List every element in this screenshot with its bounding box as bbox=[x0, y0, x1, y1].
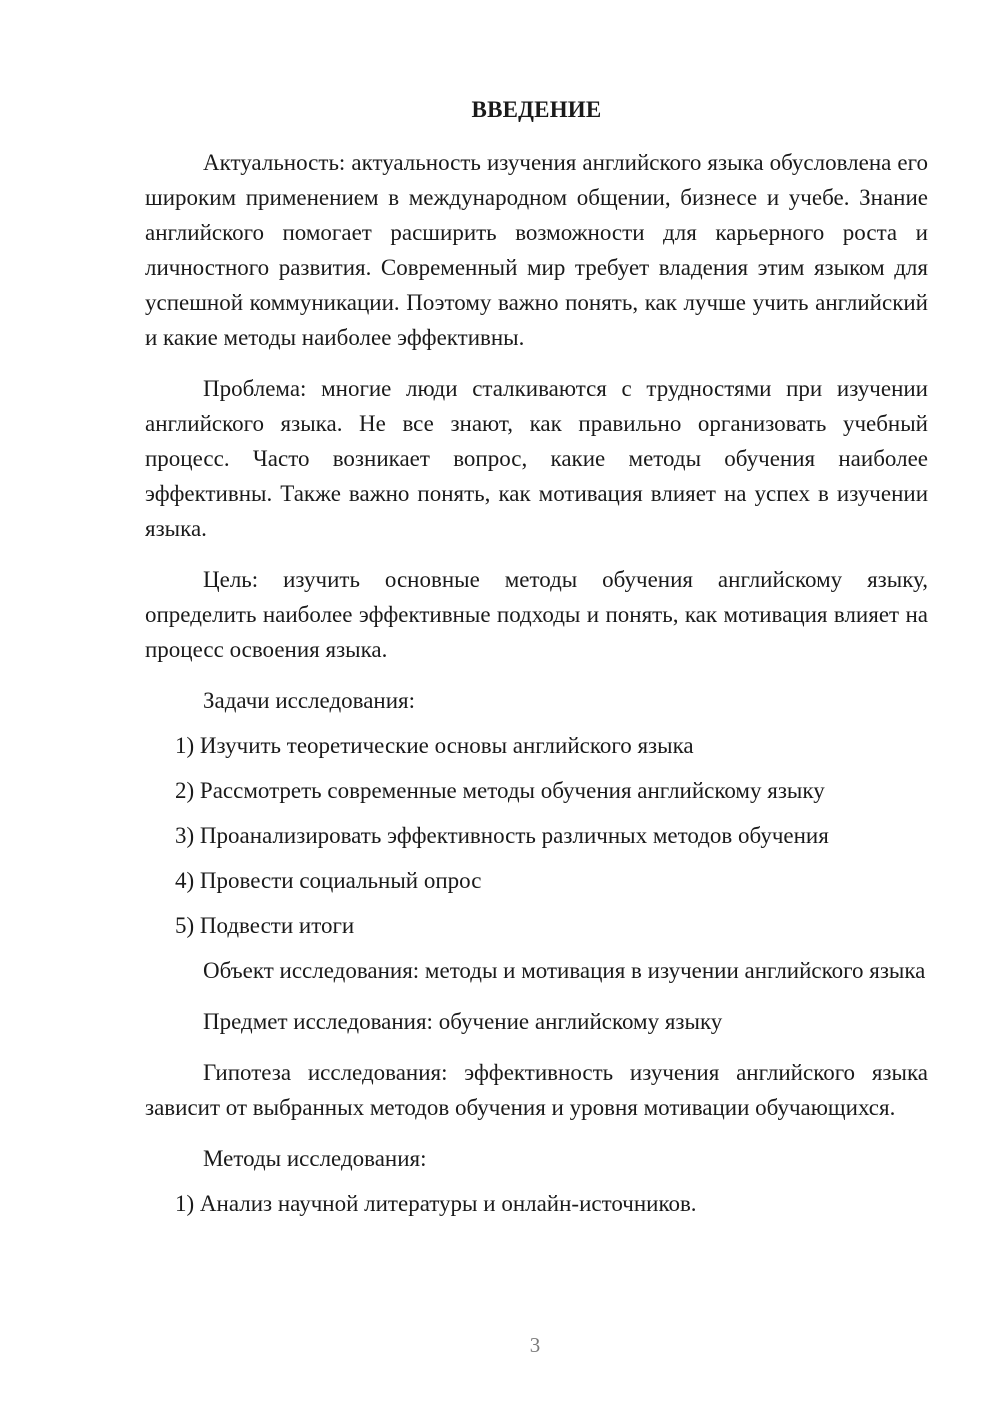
methods-heading: Методы исследования: bbox=[203, 1146, 427, 1171]
page-number: 3 bbox=[529, 1333, 541, 1357]
tasks-heading: Задачи исследования: bbox=[203, 688, 416, 713]
task-item-5: 5) Подвести итоги bbox=[175, 913, 355, 938]
task-item-2: 2) Рассмотреть современные методы обучения английскому языку bbox=[175, 778, 825, 803]
relevance-paragraph: Актуальность: актуальность изучения английского языка обусловлена его широким применением в международном общении, бизнесе и учебе. Знание английского помогает расширить возможности для карьерного роста и личностного развития. Современный мир требует владения этим языком для успешной коммуникации. Поэтому важно понять, как лучше учить английский и какие методы наиболее эффективны. bbox=[145, 150, 928, 350]
page-title: ВВЕДЕНИЕ bbox=[471, 97, 602, 122]
problem-paragraph: Проблема: многие люди сталкиваются с трудностями при изучении английского языка. Не все знают, как правильно организовать учебный процесс. Часто возникает вопрос, какие методы обучения наиболее эффективны. Также важно понять, как мотивация влияет на успех в изучении языка. bbox=[145, 376, 928, 541]
hypothesis-paragraph: Гипотеза исследования: эффективность изучения английского языка зависит от выбранных методов обучения и уровня мотивации обучающихся. bbox=[145, 1060, 928, 1120]
object-paragraph: Объект исследования: методы и мотивация в изучении английского языка bbox=[203, 958, 926, 983]
subject-paragraph: Предмет исследования: обучение английскому языку bbox=[203, 1009, 723, 1034]
method-item-1: 1) Анализ научной литературы и онлайн-источников. bbox=[175, 1191, 697, 1216]
task-item-4: 4) Провести социальный опрос bbox=[175, 868, 482, 893]
task-item-3: 3) Проанализировать эффективность различных методов обучения bbox=[175, 823, 829, 848]
task-item-1: 1) Изучить теоретические основы английского языка bbox=[175, 733, 694, 758]
goal-paragraph: Цель: изучить основные методы обучения английскому языку, определить наиболее эффективные подходы и понять, как мотивация влияет на процесс освоения языка. bbox=[145, 567, 928, 662]
document-page bbox=[145, 92, 928, 1231]
